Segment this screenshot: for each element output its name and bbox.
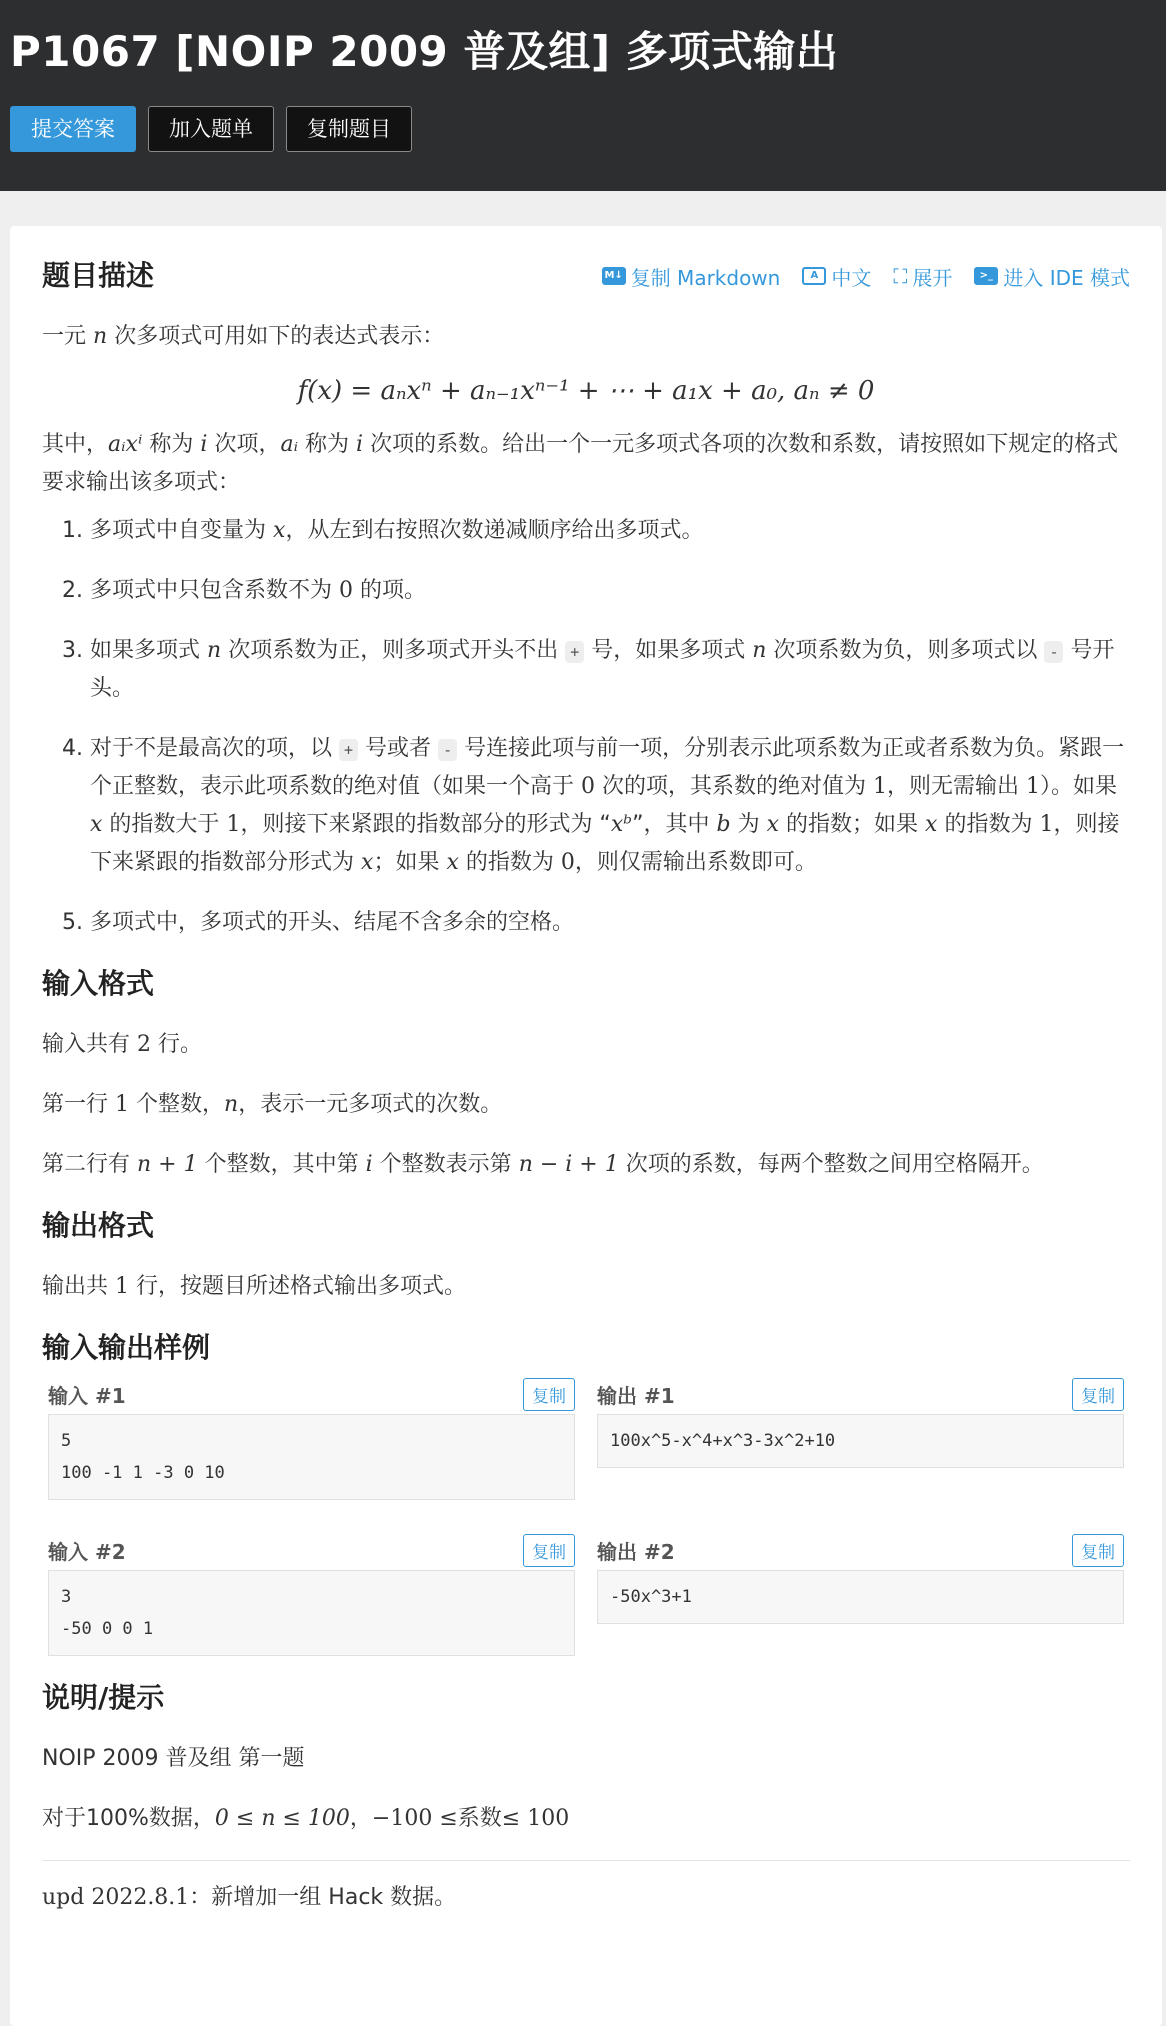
input-line: 第一行 1 个整数，n，表示一元多项式的次数。 [42,1092,503,1117]
samples-grid [42,1374,1130,1656]
expand-label: 展开 [912,265,953,290]
hint-line: 对于100%数据，0 ≤ n ≤ 100，−100 ≤系数≤ 100 [42,1806,570,1831]
sample-title: 输入 #1 [48,1383,126,1408]
sample-code[interactable]: 100x^5-x^4+x^3-3x^2+10 [597,1414,1124,1468]
copy-button[interactable]: 复制 [1072,1534,1124,1567]
divider [42,1860,1130,1861]
section-samples-title: 输入输出样例 [42,1331,211,1364]
sample-output-2 [591,1530,1130,1656]
list-item: 2. 多项式中只包含系数不为 0 的项。 [90,572,1130,610]
sample-code[interactable]: -50x^3+1 [597,1570,1124,1624]
translate-icon: A [802,267,826,285]
section-input-title: 输入格式 [42,967,155,1000]
hint-line: NOIP 2009 普及组 第一题 [42,1746,305,1771]
page-header [0,0,1166,191]
list-item: 3. 如果多项式 n 次项系数为正，则多项式开头不出 + 号，如果多项式 n 次项系数为负，则多项式以 - 号开头。 [90,632,1130,708]
polynomial-formula: f(x) = aₙxⁿ + aₙ₋₁xⁿ⁻¹ + ⋯ + a₁x + a₀, aₙ ≠ 0 [297,376,875,406]
sample-title: 输出 #2 [597,1539,675,1564]
copy-button[interactable]: 复制 [523,1534,575,1567]
list-item: 5. 多项式中，多项式的开头、结尾不含多余的空格。 [90,904,1130,942]
sample-output-1 [591,1374,1130,1500]
output-line: 输出共 1 行，按题目所述格式输出多项式。 [42,1274,467,1299]
section-output-title: 输出格式 [42,1209,155,1242]
submit-button[interactable]: 提交答案 [10,106,136,152]
list-item: 4. 对于不是最高次的项，以 + 号或者 - 号连接此项与前一项，分别表示此项系数为正或者系数为负。紧跟一个正整数，表示此项系数的绝对值（如果一个高于 0 次的项，其系数的绝对值为 1，则无需输出 1）。如果 x 的指数大于 1，则接下来紧跟的指数部分的形式为 “xᵇ”，其中 b 为 x 的指数；如果 x 的指数为 1，则接下来紧跟的指数部分形式为 x；如果 x 的指数为 0，则仅需输出系数即可。 [90,730,1130,882]
copy-button[interactable]: 复制 [1072,1378,1124,1411]
add-to-list-button[interactable]: 加入题单 [148,106,274,152]
expand-icon: ⛶ [893,264,908,288]
markdown-icon: M↓ [602,267,626,285]
sample-code[interactable]: 5 100 -1 1 -3 0 10 [48,1414,575,1500]
page-title: P1067 [NOIP 2009 普及组] 多项式输出 [10,27,839,76]
sample-code[interactable]: 3 -50 0 0 1 [48,1570,575,1656]
ide-mode-link[interactable] [974,262,1130,291]
desc-intro: 一元 n 次多项式可用如下的表达式表示： [42,324,445,349]
input-line: 第二行有 n + 1 个整数，其中第 i 个整数表示第 n − i + 1 次项的系数，每两个整数之间用空格隔开。 [42,1152,1044,1177]
copy-problem-button[interactable]: 复制题目 [286,106,412,152]
problem-card [10,226,1162,2026]
language-link[interactable] [802,262,871,291]
language-label: 中文 [831,265,872,290]
sample-input-2 [42,1530,581,1656]
problem-toolbar [602,262,1130,291]
desc-paragraph: 其中，aᵢxⁱ 称为 i 次项，aᵢ 称为 i 次项的系数。给出一个一元多项式各项的次数和系数，请按照如下规定的格式要求输出该多项式： [42,432,1119,495]
expand-link[interactable] [893,262,952,291]
sample-title: 输入 #2 [48,1539,126,1564]
ide-mode-label: 进入 IDE 模式 [1003,265,1130,290]
terminal-icon: >_ [974,267,998,285]
header-actions [10,106,1156,152]
hint-update: upd 2022.8.1：新增加一组 Hack 数据。 [42,1885,457,1910]
section-description-title: 题目描述 [42,259,155,292]
rules-list [42,512,1130,942]
input-line: 输入共有 2 行。 [42,1032,203,1057]
sample-input-1 [42,1374,581,1500]
copy-markdown-label: 复制 Markdown [630,265,781,290]
list-item: 1. 多项式中自变量为 x，从左到右按照次数递减顺序给出多项式。 [90,512,1130,550]
copy-button[interactable]: 复制 [523,1378,575,1411]
section-hint-title: 说明/提示 [42,1681,165,1714]
sample-title: 输出 #1 [597,1383,675,1408]
copy-markdown-link[interactable] [602,262,781,291]
